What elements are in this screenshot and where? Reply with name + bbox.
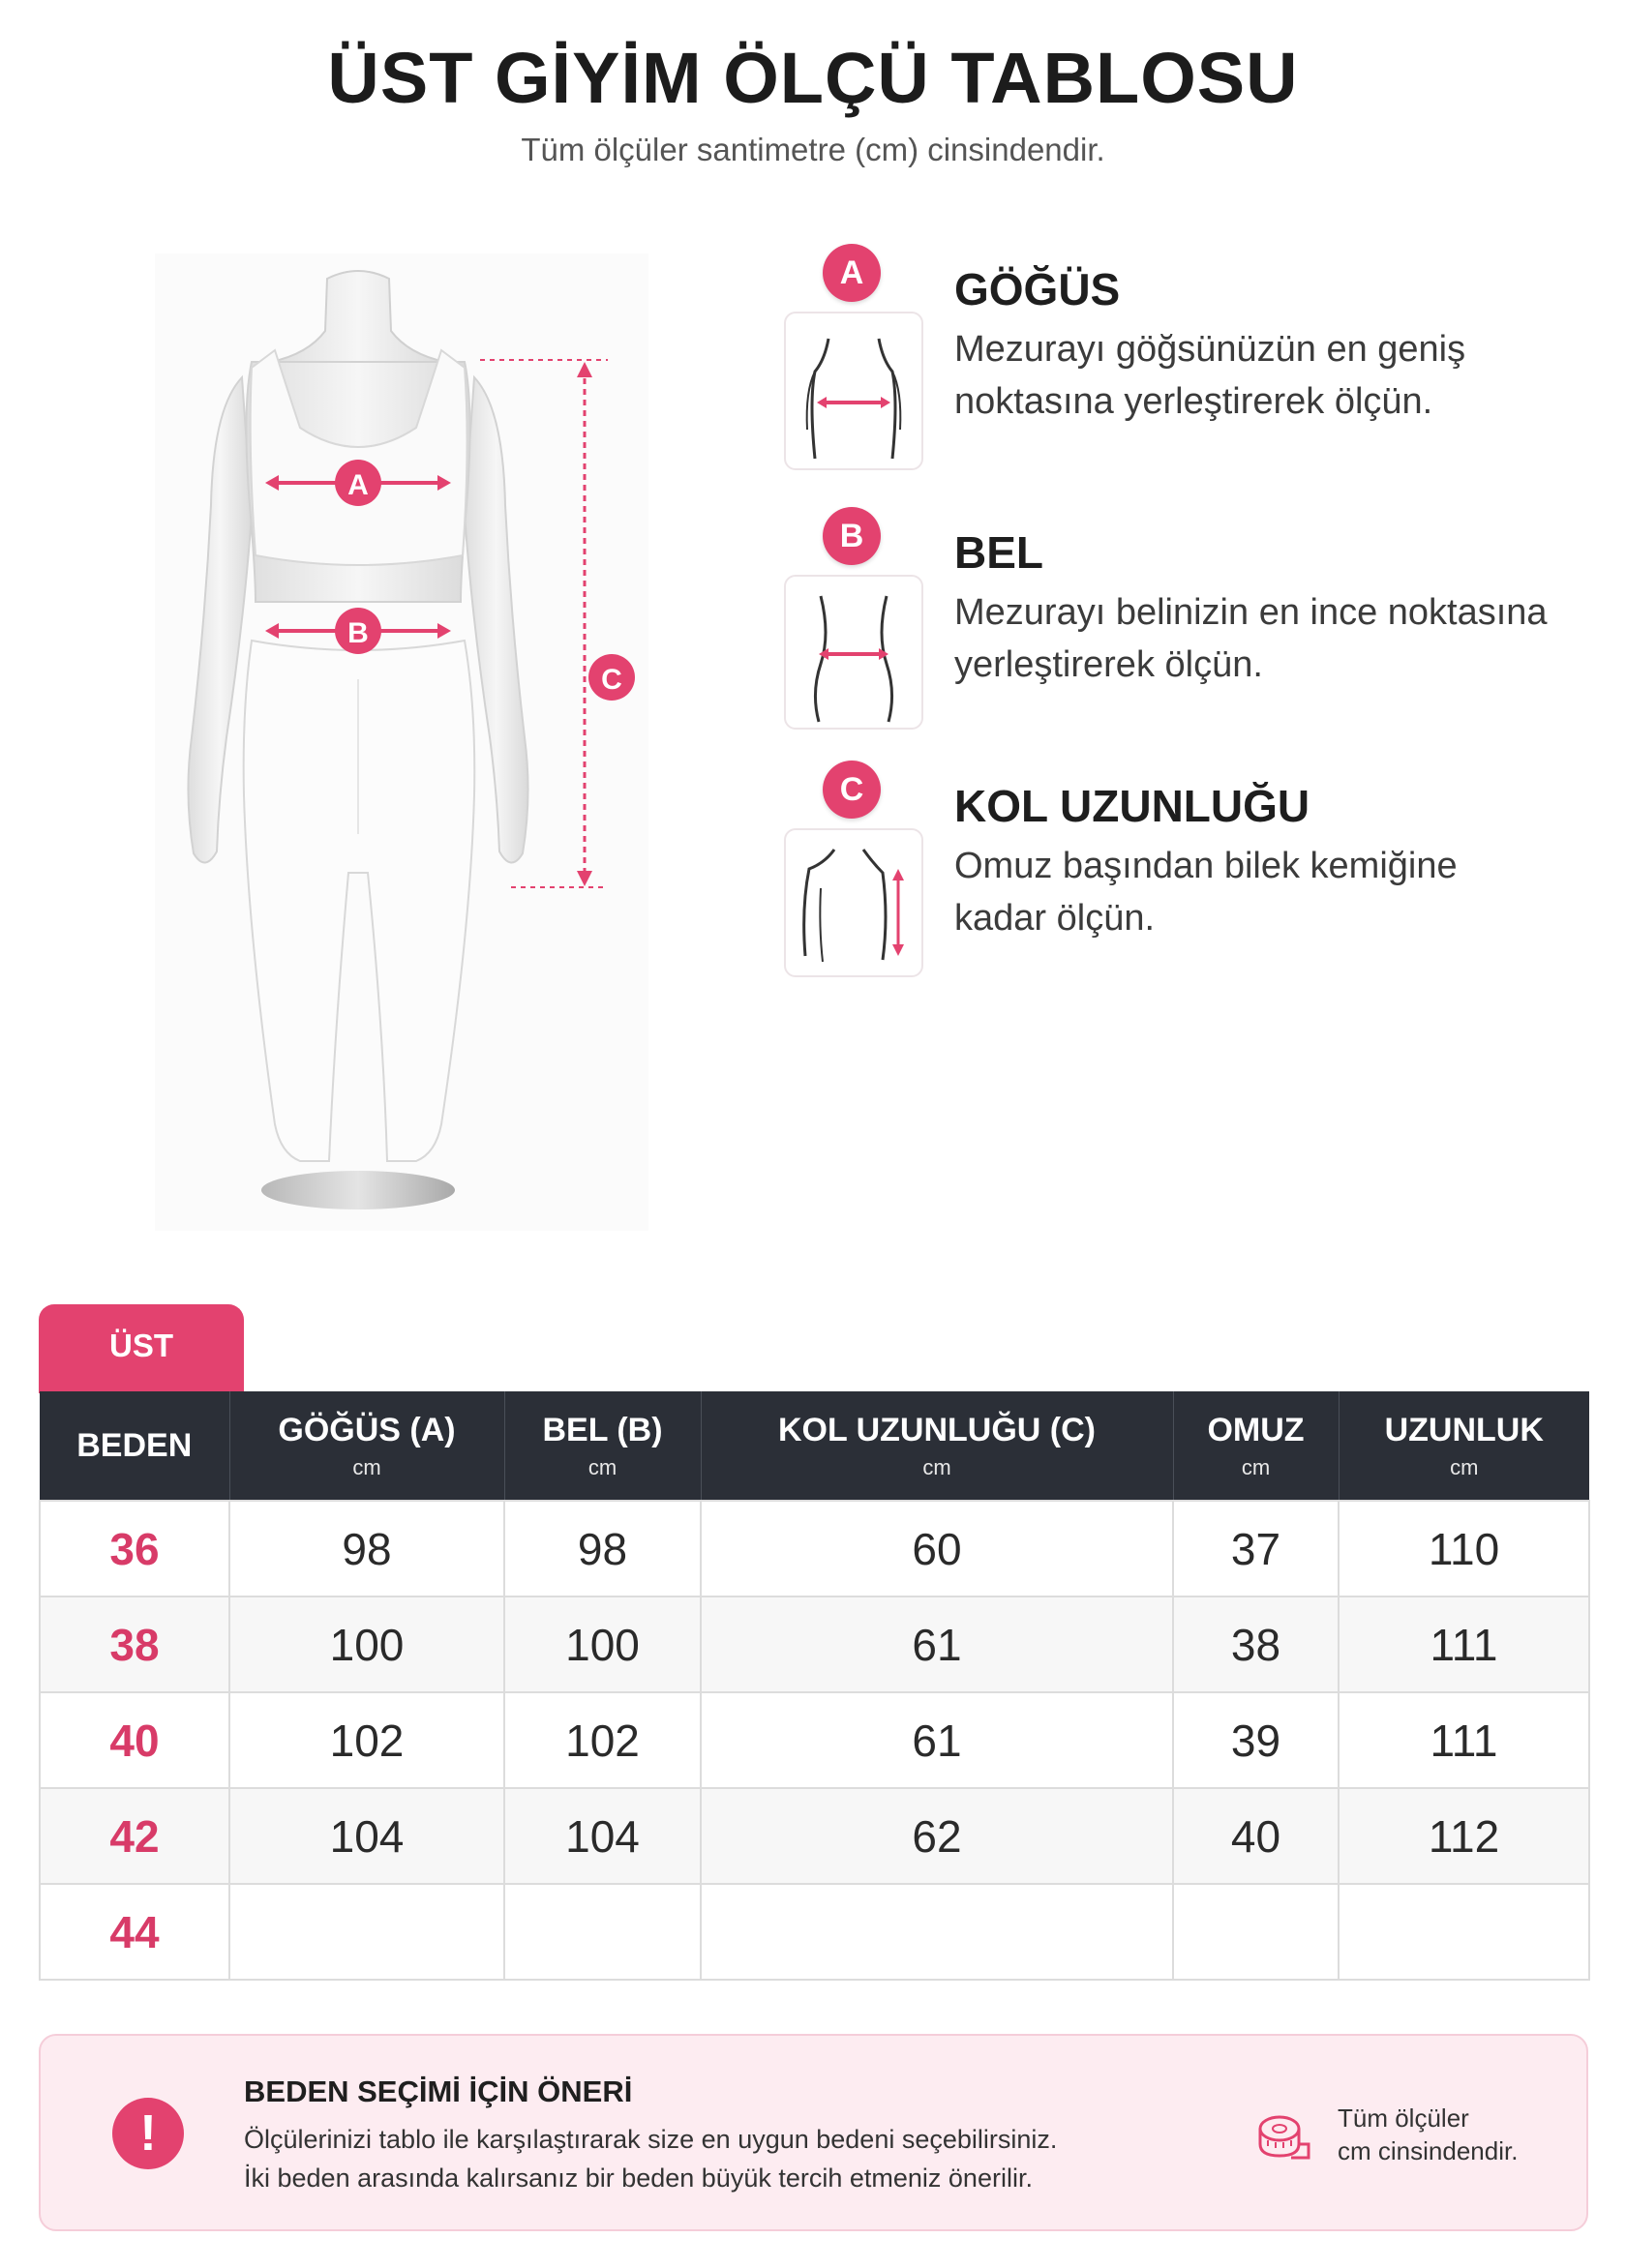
recommendation-box xyxy=(39,2034,1588,2231)
guide-chest xyxy=(784,244,1616,476)
guide-desc-line: Mezurayı belinizin en ince noktasına xyxy=(954,592,1548,633)
page-subtitle: Tüm ölçüler santimetre (cm) cinsindendir. xyxy=(521,132,1105,167)
value-cell: 102 xyxy=(229,1692,504,1788)
svg-text:B: B xyxy=(347,617,369,649)
mannequin-illustration xyxy=(155,254,648,1231)
guide-desc-line: Mezurayı göğsünüzün en geniş xyxy=(954,329,1466,370)
table-row xyxy=(40,1597,1589,1692)
size-cell: 40 xyxy=(40,1692,229,1788)
unit-note-line: Tüm ölçüler xyxy=(1338,2104,1469,2133)
tab-ust[interactable]: ÜST xyxy=(39,1304,244,1393)
chest-measure-icon xyxy=(784,312,923,470)
guide-title-chest: GÖĞÜS xyxy=(954,264,1121,314)
value-cell: 110 xyxy=(1339,1501,1589,1597)
header-cell-shoulder: OMUZ cm xyxy=(1173,1391,1339,1501)
value-cell xyxy=(229,1884,504,1980)
guide-desc-chest xyxy=(954,323,1612,428)
table-row xyxy=(40,1788,1589,1884)
value-cell: 37 xyxy=(1173,1501,1339,1597)
value-cell: 98 xyxy=(504,1501,701,1597)
value-cell: 39 xyxy=(1173,1692,1339,1788)
waist-measure-icon xyxy=(784,575,923,730)
exclamation-icon: ! xyxy=(112,2098,184,2169)
guide-waist xyxy=(784,507,1616,739)
guide-desc-line: kadar ölçün. xyxy=(954,898,1156,939)
svg-text:C: C xyxy=(601,664,622,696)
size-table xyxy=(39,1391,1590,1981)
value-cell: 104 xyxy=(229,1788,504,1884)
header-cell-waist: BEL (B) cm xyxy=(504,1391,701,1501)
value-cell: 100 xyxy=(229,1597,504,1692)
unit-note xyxy=(1338,2102,1518,2167)
value-cell xyxy=(1339,1884,1589,1980)
size-cell: 36 xyxy=(40,1501,229,1597)
guide-desc-arm-length xyxy=(954,840,1612,944)
value-cell: 38 xyxy=(1173,1597,1339,1692)
guide-desc-waist xyxy=(954,586,1612,691)
table-header-row xyxy=(40,1391,1589,1501)
value-cell: 112 xyxy=(1339,1788,1589,1884)
size-cell: 42 xyxy=(40,1788,229,1884)
value-cell xyxy=(701,1884,1173,1980)
value-cell: 40 xyxy=(1173,1788,1339,1884)
header-cell-arm-length: KOL UZUNLUĞU (C) cm xyxy=(701,1391,1173,1501)
badge-c: C xyxy=(823,761,881,819)
svg-text:A: A xyxy=(347,469,369,501)
table-row xyxy=(40,1884,1589,1980)
header-cell-size: BEDEN xyxy=(40,1391,229,1501)
value-cell: 61 xyxy=(701,1597,1173,1692)
arm-length-icon xyxy=(784,828,923,977)
size-cell: 38 xyxy=(40,1597,229,1692)
value-cell: 61 xyxy=(701,1692,1173,1788)
guide-desc-line: noktasına yerleştirerek ölçün. xyxy=(954,381,1433,422)
value-cell xyxy=(504,1884,701,1980)
unit-note-line: cm cinsindendir. xyxy=(1338,2136,1519,2165)
header-cell-length: UZUNLUK cm xyxy=(1339,1391,1589,1501)
recommendation-line-2: İki beden arasında kalırsanız bir beden büyük tercih etmeniz önerilir. xyxy=(244,2164,1033,2193)
guide-arm-length xyxy=(784,761,1616,993)
page-title: ÜST GİYİM ÖLÇÜ TABLOSU xyxy=(327,38,1299,118)
recommendation-line-1: Ölçülerinizi tablo ile karşılaştırarak size en uygun bedeni seçebilirsiniz. xyxy=(244,2125,1058,2154)
value-cell: 111 xyxy=(1339,1692,1589,1788)
value-cell: 60 xyxy=(701,1501,1173,1597)
value-cell: 62 xyxy=(701,1788,1173,1884)
header-cell-chest: GÖĞÜS (A) cm xyxy=(229,1391,504,1501)
value-cell: 100 xyxy=(504,1597,701,1692)
badge-b: B xyxy=(823,507,881,565)
size-cell: 44 xyxy=(40,1884,229,1980)
table-row xyxy=(40,1692,1589,1788)
value-cell: 111 xyxy=(1339,1597,1589,1692)
table-row xyxy=(40,1501,1589,1597)
value-cell: 102 xyxy=(504,1692,701,1788)
recommendation-title: BEDEN SEÇİMİ İÇİN ÖNERİ xyxy=(244,2074,633,2108)
guide-desc-line: yerleştirerek ölçün. xyxy=(954,644,1263,685)
value-cell: 98 xyxy=(229,1501,504,1597)
badge-a: A xyxy=(823,244,881,302)
guide-title-waist: BEL xyxy=(954,527,1043,578)
tape-measure-icon xyxy=(1256,2109,1310,2164)
guide-desc-line: Omuz başından bilek kemiğine xyxy=(954,846,1458,886)
value-cell: 104 xyxy=(504,1788,701,1884)
value-cell xyxy=(1173,1884,1339,1980)
guide-title-arm-length: KOL UZUNLUĞU xyxy=(954,781,1310,831)
